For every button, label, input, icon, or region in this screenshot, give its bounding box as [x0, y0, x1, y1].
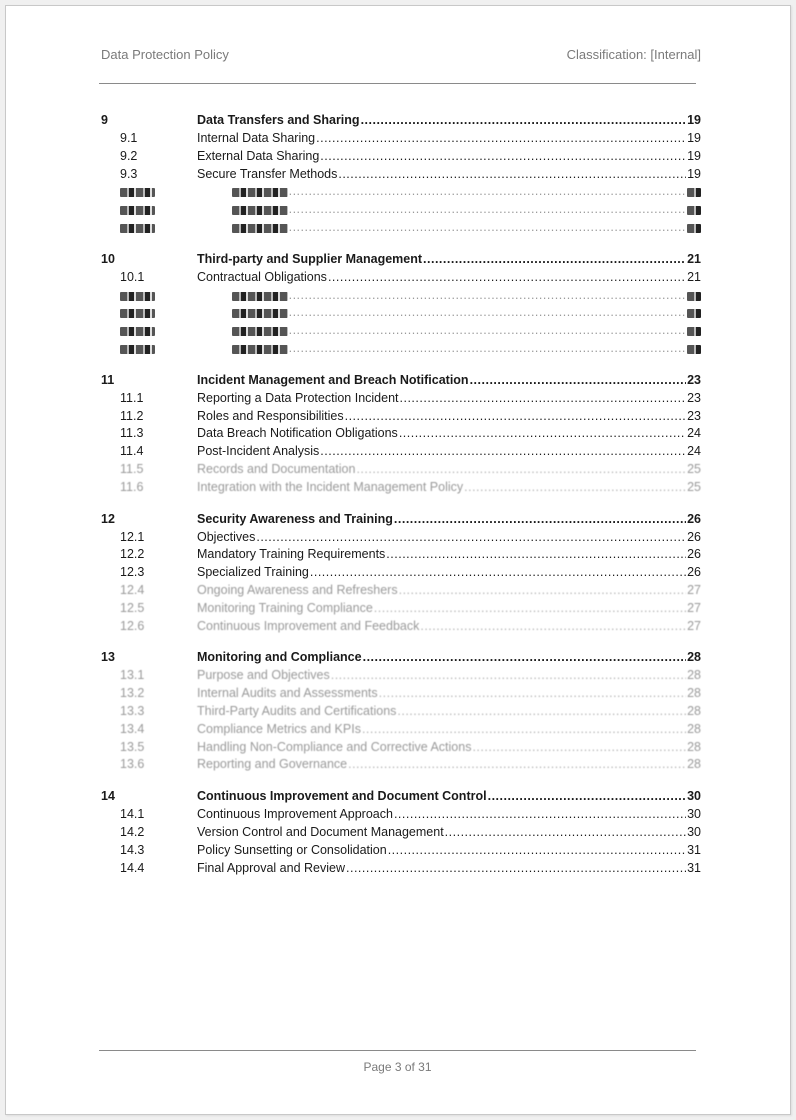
- dot-leader: [363, 650, 687, 664]
- toc-section-entry[interactable]: [101, 650, 701, 668]
- dot-leader: [289, 220, 687, 234]
- toc-entry-page: 25: [687, 461, 701, 476]
- toc-subsection-entry[interactable]: [101, 341, 701, 359]
- page-header: [101, 47, 701, 67]
- dot-leader: [328, 270, 686, 284]
- toc-entry-title[interactable]: Monitoring Training Compliance: [197, 600, 373, 615]
- toc-entry-page: [687, 188, 701, 197]
- toc-entry-page: 31: [687, 842, 701, 857]
- toc-entry-title[interactable]: Compliance Metrics and KPIs: [197, 721, 361, 736]
- toc-entry-page: 26: [687, 565, 701, 580]
- toc-subsection-entry[interactable]: [101, 668, 701, 686]
- toc-entry-title[interactable]: Final Approval and Review: [197, 860, 345, 875]
- toc-subsection-entry[interactable]: [101, 167, 701, 185]
- toc-entry-page: 31: [687, 860, 701, 875]
- toc-section-entry[interactable]: [101, 113, 701, 131]
- header-divider: [99, 83, 696, 84]
- toc-entry-title[interactable]: [232, 188, 288, 197]
- toc-entry-number: 14.3: [120, 842, 145, 857]
- toc-subsection-entry[interactable]: [101, 565, 701, 583]
- toc-entry-title[interactable]: Continuous Improvement and Document Control: [197, 789, 487, 804]
- dot-leader: [346, 861, 686, 875]
- toc-entry-page: [687, 292, 701, 301]
- dot-leader: [331, 668, 686, 682]
- dot-leader: [348, 757, 686, 771]
- toc-entry-page: [687, 206, 701, 215]
- toc-entry-page: 28: [687, 668, 701, 683]
- toc-entry-number: 12.2: [120, 547, 145, 562]
- toc-entry-title[interactable]: Handling Non-Compliance and Corrective Actions: [197, 739, 472, 754]
- dot-leader: [464, 480, 686, 494]
- toc-subsection-entry[interactable]: [101, 807, 701, 825]
- footer-divider: [99, 1050, 696, 1051]
- dot-leader: [338, 167, 686, 181]
- toc-entry-number: 9.3: [120, 166, 138, 181]
- toc-subsection-entry[interactable]: [101, 184, 701, 202]
- dot-leader: [394, 807, 686, 821]
- toc-subsection-entry[interactable]: [101, 131, 701, 149]
- toc-subsection-entry[interactable]: [101, 843, 701, 861]
- toc-entry-number: 12.4: [120, 582, 145, 597]
- toc-subsection-entry[interactable]: [101, 149, 701, 167]
- toc-entry-page: 23: [687, 390, 701, 405]
- toc-entry-title[interactable]: Policy Sunsetting or Consolidation: [197, 842, 387, 857]
- toc-entry-number: [120, 206, 155, 215]
- toc-entry-number: 10.1: [120, 269, 145, 284]
- toc-subsection-entry[interactable]: [101, 530, 701, 548]
- toc-entry-page: 30: [687, 824, 701, 839]
- dot-leader: [379, 686, 686, 700]
- toc-entry-number: 12.3: [120, 565, 145, 580]
- toc-entry-number: 9: [101, 113, 108, 127]
- toc-subsection-entry[interactable]: [101, 480, 701, 498]
- dot-leader: [420, 619, 686, 633]
- toc-entry-title[interactable]: [232, 292, 288, 301]
- page-number-label: Page 3 of 31: [363, 1060, 432, 1074]
- toc-subsection-entry[interactable]: [101, 547, 701, 565]
- toc-entry-number: 12.1: [120, 529, 145, 544]
- toc-entry-title[interactable]: Secure Transfer Methods: [197, 166, 338, 181]
- toc-entry-number: 14: [101, 789, 115, 804]
- toc-subsection-entry[interactable]: [101, 391, 701, 409]
- toc-entry-number: [120, 292, 155, 301]
- dot-leader: [356, 462, 686, 476]
- toc-entry-page: 23: [687, 408, 701, 423]
- toc-entry-title[interactable]: Ongoing Awareness and Refreshers: [197, 582, 398, 597]
- dot-leader: [289, 341, 687, 355]
- toc-entry-number: 11.4: [120, 444, 144, 459]
- toc-subsection-entry[interactable]: [101, 861, 701, 879]
- dot-leader: [256, 530, 686, 544]
- dot-leader: [289, 184, 687, 198]
- dot-leader: [399, 583, 687, 597]
- dot-leader: [345, 409, 686, 423]
- toc-subsection-entry[interactable]: [101, 444, 701, 462]
- toc-subsection-entry[interactable]: [101, 220, 701, 238]
- dot-leader: [320, 444, 686, 458]
- toc-entry-page: 27: [687, 600, 701, 615]
- toc-entry-title[interactable]: Reporting a Data Protection Incident: [197, 390, 399, 405]
- toc-entry-title[interactable]: Continuous Improvement Approach: [197, 807, 393, 822]
- dot-leader: [289, 288, 687, 302]
- toc-entry-title[interactable]: Internal Data Sharing: [197, 131, 316, 145]
- toc-entry-number: 11: [101, 372, 115, 387]
- toc-entry-title[interactable]: Data Transfers and Sharing: [197, 113, 360, 127]
- toc-entry-title[interactable]: [232, 309, 288, 318]
- toc-section-entry[interactable]: [101, 512, 701, 530]
- toc-entry-title[interactable]: Purpose and Objectives: [197, 668, 330, 683]
- toc-entry-page: 28: [687, 757, 701, 772]
- toc-entry-page: 26: [687, 547, 701, 562]
- toc-section-entry[interactable]: [101, 373, 701, 391]
- dot-leader: [289, 323, 687, 337]
- toc-entry-title[interactable]: Specialized Training: [197, 565, 309, 580]
- toc-entry-page: 27: [687, 618, 701, 633]
- dot-leader: [289, 202, 687, 216]
- toc-entry-title[interactable]: Security Awareness and Training: [197, 511, 393, 526]
- dot-leader: [400, 391, 687, 405]
- toc-entry-title[interactable]: Third-Party Audits and Certifications: [197, 703, 397, 718]
- toc-entry-number: 11.5: [120, 461, 144, 476]
- toc-subsection-entry[interactable]: [101, 462, 701, 480]
- dot-leader: [362, 722, 686, 736]
- toc-section-entry[interactable]: [101, 252, 701, 270]
- toc-entry-page: 19: [687, 113, 701, 127]
- toc-subsection-entry[interactable]: [101, 740, 701, 758]
- toc-entry-page: 24: [687, 426, 701, 441]
- toc-entry-page: [687, 309, 701, 318]
- toc-entry-page: [687, 224, 701, 233]
- toc-entry-number: 11.1: [120, 390, 144, 405]
- toc-entry-number: 9.1: [120, 131, 138, 145]
- dot-leader: [310, 565, 686, 579]
- toc-entry-number: [120, 309, 155, 318]
- toc-entry-page: 28: [687, 739, 701, 754]
- toc-entry-number: 14.4: [120, 860, 145, 875]
- toc-subsection-entry[interactable]: [101, 202, 701, 220]
- toc-entry-title[interactable]: Third-party and Supplier Management: [197, 251, 423, 266]
- toc-entry-title[interactable]: Incident Management and Breach Notification: [197, 372, 469, 387]
- dot-leader: [472, 740, 686, 754]
- toc-subsection-entry[interactable]: [101, 757, 701, 775]
- toc-entry-number: 12.6: [120, 618, 145, 633]
- dot-leader: [361, 113, 687, 127]
- toc-entry-number: 13.5: [120, 739, 145, 754]
- toc-entry-title[interactable]: Continuous Improvement and Feedback: [197, 618, 420, 633]
- toc-entry-page: 28: [687, 721, 701, 736]
- dot-leader: [316, 131, 686, 145]
- toc-entry-number: 11.6: [120, 479, 144, 494]
- toc-entry-page: 30: [687, 789, 701, 804]
- toc-entry-number: [120, 224, 155, 233]
- toc-entry-page: 26: [687, 529, 701, 544]
- dot-leader: [320, 149, 686, 163]
- toc-entry-title[interactable]: [232, 345, 288, 354]
- toc-entry-title[interactable]: Internal Audits and Assessments: [197, 686, 378, 701]
- toc-subsection-entry[interactable]: [101, 270, 701, 288]
- toc-entry-number: [120, 327, 155, 336]
- toc-section-entry[interactable]: [101, 789, 701, 807]
- toc-entry-page: 28: [687, 686, 701, 701]
- toc-entry-page: 30: [687, 807, 701, 822]
- toc-entry-title[interactable]: [232, 206, 288, 215]
- toc-entry-number: 13.6: [120, 757, 145, 772]
- toc-entry-page: [687, 327, 701, 336]
- dot-leader: [374, 601, 686, 615]
- toc-subsection-entry[interactable]: [101, 323, 701, 341]
- dot-leader: [394, 512, 686, 526]
- toc-entry-title[interactable]: Integration with the Incident Management Policy: [197, 479, 464, 494]
- toc-entry-page: [687, 345, 701, 354]
- toc-entry-number: 13.4: [120, 721, 145, 736]
- toc-entry-title[interactable]: Contractual Obligations: [197, 269, 327, 284]
- toc-subsection-entry[interactable]: [101, 704, 701, 722]
- toc-entry-page: 21: [687, 269, 701, 284]
- header-classification: Classification: [Internal]: [566, 47, 701, 62]
- toc-entry-title[interactable]: External Data Sharing: [197, 148, 320, 163]
- toc-entry-page: 23: [687, 372, 701, 387]
- document-page: [5, 5, 791, 1115]
- toc-entry-title[interactable]: Reporting and Governance: [197, 757, 348, 772]
- toc-entry-number: 10: [101, 251, 115, 266]
- dot-leader: [289, 305, 687, 319]
- toc-subsection-entry[interactable]: [101, 601, 701, 619]
- toc-subsection-entry[interactable]: [101, 825, 701, 843]
- toc-entry-page: 26: [687, 511, 701, 526]
- dot-leader: [445, 825, 686, 839]
- toc-entry-number: 13.2: [120, 686, 145, 701]
- toc-entry-title[interactable]: Roles and Responsibilities: [197, 408, 344, 423]
- toc-entry-title[interactable]: Objectives: [197, 529, 256, 544]
- dot-leader: [386, 547, 686, 561]
- toc-entry-number: 9.2: [120, 148, 138, 163]
- toc-entry-page: 25: [687, 479, 701, 494]
- toc-subsection-entry[interactable]: [101, 583, 701, 601]
- dot-leader: [397, 704, 686, 718]
- toc-entry-number: 13.3: [120, 703, 145, 718]
- toc-entry-number: 14.2: [120, 824, 145, 839]
- toc-subsection-entry[interactable]: [101, 305, 701, 323]
- dot-leader: [488, 789, 687, 803]
- toc-subsection-entry[interactable]: [101, 426, 701, 444]
- toc-subsection-entry[interactable]: [101, 722, 701, 740]
- page-footer: [99, 1060, 696, 1074]
- dot-leader: [388, 843, 686, 857]
- toc-entry-title[interactable]: Mandatory Training Requirements: [197, 547, 386, 562]
- toc-entry-number: 11.2: [120, 408, 144, 423]
- toc-subsection-entry[interactable]: [101, 686, 701, 704]
- toc-entry-title[interactable]: Monitoring and Compliance: [197, 650, 362, 665]
- toc-entry-number: [120, 345, 155, 354]
- toc-entry-page: 21: [687, 251, 701, 266]
- toc-entry-page: 28: [687, 703, 701, 718]
- toc-entry-number: [120, 188, 155, 197]
- toc-entry-number: 13: [101, 650, 115, 665]
- toc-entry-page: 19: [687, 131, 701, 145]
- header-document-title: Data Protection Policy: [101, 47, 229, 62]
- toc-entry-number: 14.1: [120, 807, 145, 822]
- toc-entry-number: 13.1: [120, 668, 145, 683]
- toc-entry-title[interactable]: Records and Documentation: [197, 461, 356, 476]
- toc-entry-page: 24: [687, 444, 701, 459]
- dot-leader: [423, 252, 686, 266]
- toc-subsection-entry[interactable]: [101, 619, 701, 637]
- toc-entry-title[interactable]: Version Control and Document Management: [197, 824, 444, 839]
- toc-entry-title[interactable]: [232, 327, 288, 336]
- dot-leader: [470, 373, 687, 387]
- toc-entry-title[interactable]: Post-Incident Analysis: [197, 444, 320, 459]
- toc-entry-page: 28: [687, 650, 701, 665]
- toc-subsection-entry[interactable]: [101, 409, 701, 427]
- toc-entry-page: 27: [687, 582, 701, 597]
- toc-entry-title[interactable]: Data Breach Notification Obligations: [197, 426, 398, 441]
- toc-entry-page: 19: [687, 148, 701, 163]
- toc-subsection-entry[interactable]: [101, 288, 701, 306]
- dot-leader: [399, 426, 686, 440]
- toc-entry-title[interactable]: [232, 224, 288, 233]
- toc-entry-page: 19: [687, 166, 701, 181]
- table-of-contents: [101, 113, 701, 878]
- toc-entry-number: 12.5: [120, 600, 145, 615]
- toc-entry-number: 11.3: [120, 426, 144, 441]
- toc-entry-number: 12: [101, 511, 115, 526]
